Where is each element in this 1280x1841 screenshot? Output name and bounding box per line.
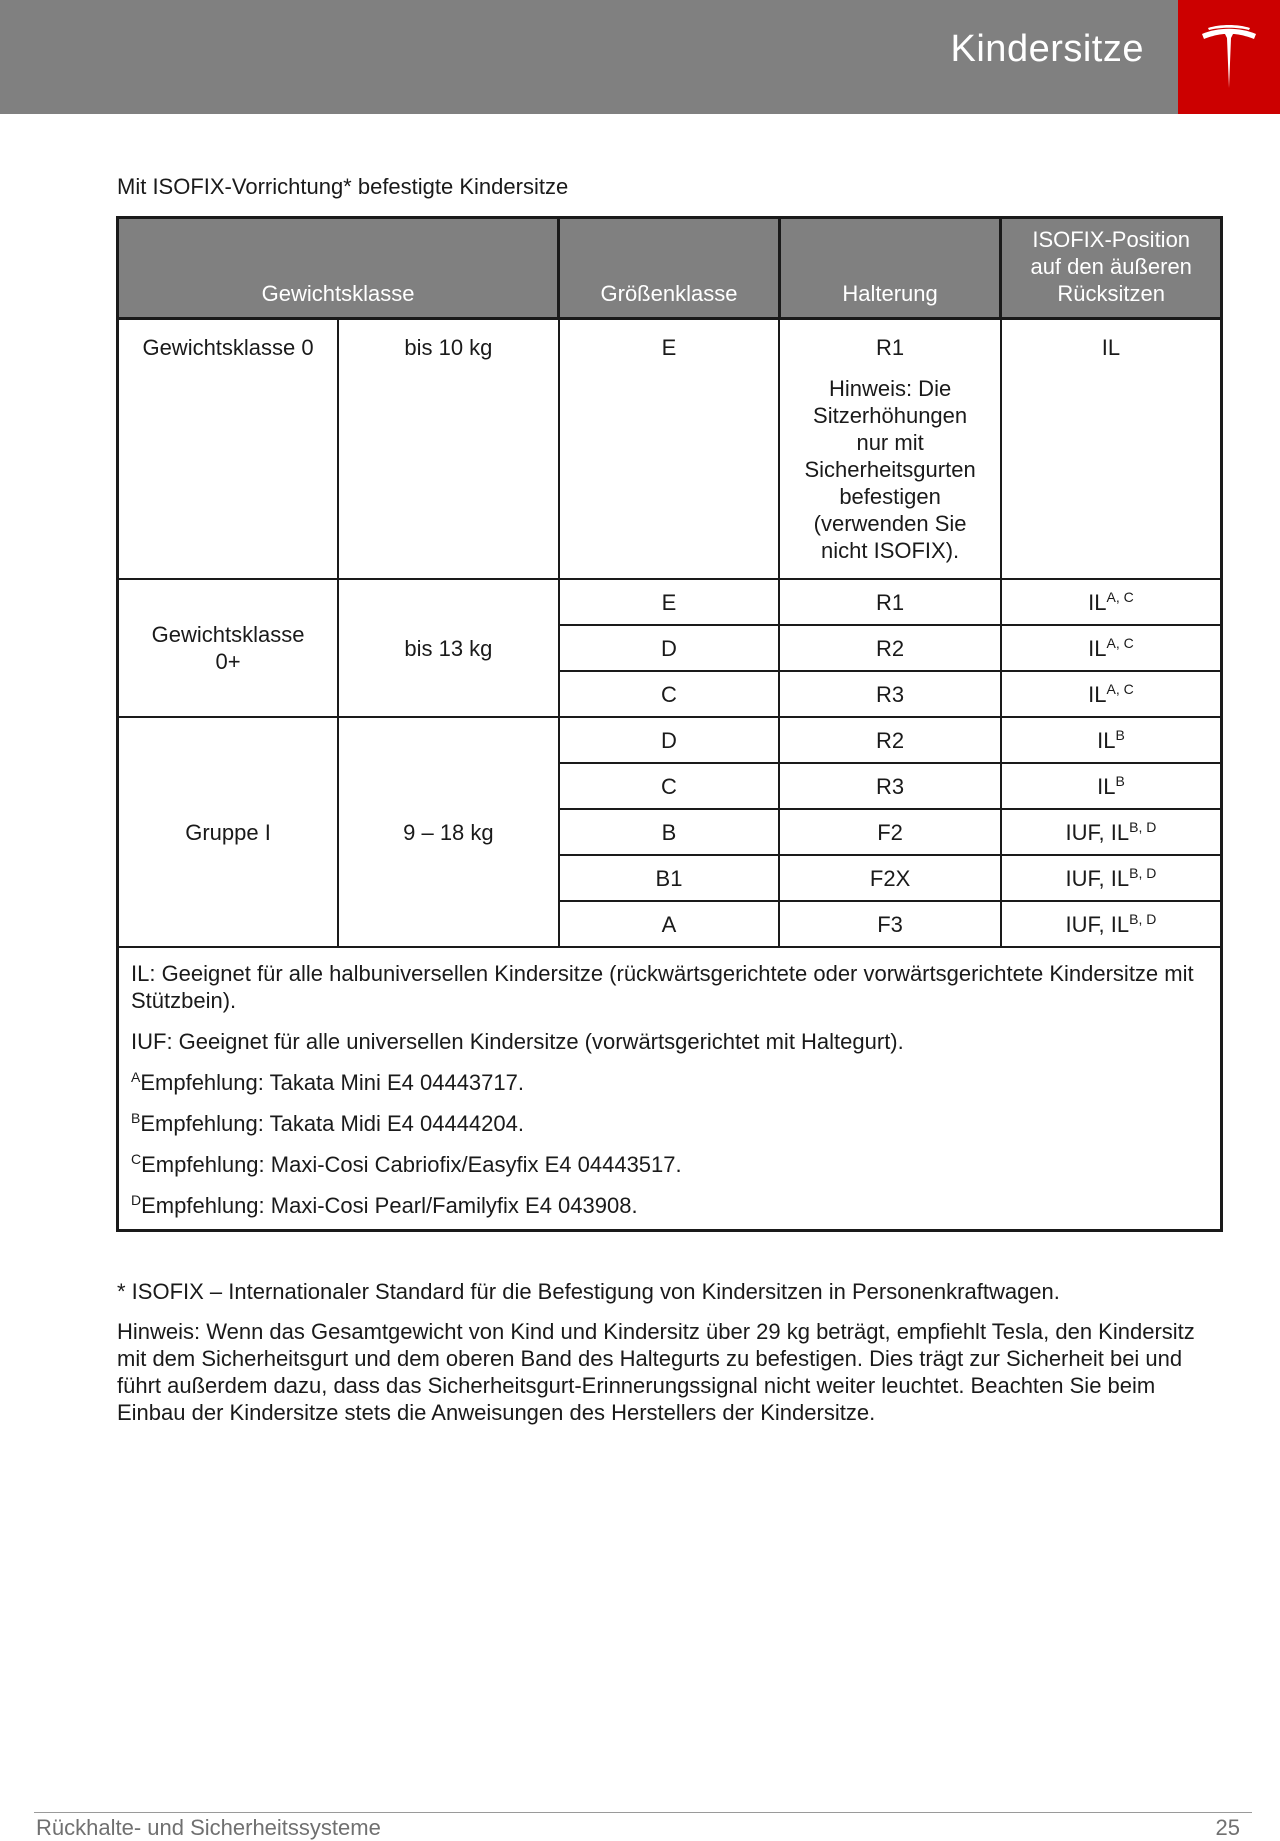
weight-class-cell: Gewichtsklasse 0+ <box>118 579 339 717</box>
weight-cell: bis 10 kg <box>338 319 559 580</box>
mounting-note: Hinweis: Die Sitzerhöhungen nur mit Sicherheitsgurten befestigen (verwenden Sie nicht ISOFIX). <box>804 376 976 563</box>
weight-class-cell: Gewichtsklasse 0 <box>118 319 339 580</box>
footer-divider <box>34 1812 1252 1813</box>
position-cell: $IL^{A, C}$ <box>1001 625 1222 671</box>
size-cell: C <box>559 671 780 717</box>
mounting-cell: R1 <box>779 579 1001 625</box>
table-header-row <box>118 218 1222 319</box>
table-row <box>118 319 1222 580</box>
mounting-cell: R2 <box>779 625 1001 671</box>
mounting-cell: R2 <box>779 717 1001 763</box>
mounting-cell: R1 Hinweis: Die Sitzerhöhungen nur mit Sicherheitsgurten befestigen (verwenden Sie nicht ISOFIX). <box>779 319 1001 580</box>
mounting-cell: F2 <box>779 809 1001 855</box>
legend-d: $^D$Empfehlung: Maxi-Cosi Pearl/Familyfix E4 043908. <box>131 1192 638 1218</box>
size-cell: B1 <box>559 855 780 901</box>
isofix-table <box>116 216 1223 1232</box>
legend-a: $^A$Empfehlung: Takata Mini E4 04443717. <box>131 1069 524 1095</box>
position-cell: IUF, $IL^{B, D}$ <box>1001 855 1222 901</box>
size-cell: B <box>559 809 780 855</box>
page-header <box>0 0 1178 114</box>
table-row <box>118 717 1222 763</box>
legend-b: $^B$Empfehlung: Takata Midi E4 04444204. <box>131 1110 524 1136</box>
legend-il: IL: Geeignet für alle halbuniversellen Kindersitze (rückwärtsgerichtete oder vorwärtsgerichtete Kindersitze mit Stützbein). <box>131 961 1194 1013</box>
table-legend <box>118 947 1222 1231</box>
table-caption: Mit ISOFIX-Vorrichtung* befestigte Kindersitze <box>117 174 569 199</box>
page-number: 25 <box>1215 1815 1240 1840</box>
footnotes <box>117 1278 1227 1439</box>
position-cell: $IL^B$ <box>1001 763 1222 809</box>
header-weight-class: Gewichtsklasse <box>118 218 559 319</box>
position-cell: IL <box>1001 319 1222 580</box>
header-mounting: Halterung <box>779 218 1001 319</box>
position-cell: IUF, $IL^{B, D}$ <box>1001 901 1222 947</box>
weight-hint: Hinweis: Wenn das Gesamtgewicht von Kind und Kindersitz über 29 kg beträgt, empfiehlt Tesla, den Kindersitz mit dem Sicherheitsgurt und dem oberen Band des Haltegurts zu befestigen. Dies trägt zur Sicherheit bei und führt außerdem dazu, dass das Sicherheitsgurt-Erinnerungssignal nicht weiter leuchtet. Beachten Sie beim Einbau der Kindersitze stets die Anweisungen des Herstellers der Kindersitze. <box>117 1319 1195 1425</box>
weight-class-cell: Gruppe I <box>118 717 339 947</box>
header-isofix-position: ISOFIX-Position auf den äußeren Rücksitzen <box>1001 218 1222 319</box>
weight-cell: 9 – 18 kg <box>338 717 559 947</box>
size-cell: D <box>559 717 780 763</box>
header-size-class: Größenklasse <box>559 218 780 319</box>
mounting-cell: R3 <box>779 763 1001 809</box>
position-cell: $IL^{A, C}$ <box>1001 579 1222 625</box>
mounting-cell: R3 <box>779 671 1001 717</box>
legend-iuf: IUF: Geeignet für alle universellen Kindersitze (vorwärtsgerichtet mit Haltegurt). <box>131 1029 904 1054</box>
tesla-logo <box>1178 0 1280 114</box>
position-cell: $IL^{A, C}$ <box>1001 671 1222 717</box>
position-cell: IUF, $IL^{B, D}$ <box>1001 809 1222 855</box>
size-cell: A <box>559 901 780 947</box>
table-row <box>118 579 1222 625</box>
size-cell: C <box>559 763 780 809</box>
size-cell: D <box>559 625 780 671</box>
tesla-logo-icon <box>1200 24 1258 90</box>
isofix-footnote: * ISOFIX – Internationaler Standard für die Befestigung von Kindersitzen in Personenkraftwagen. <box>117 1279 1060 1304</box>
page-title: Kindersitze <box>950 28 1144 70</box>
weight-cell: bis 13 kg <box>338 579 559 717</box>
mounting-cell: F3 <box>779 901 1001 947</box>
size-cell: E <box>559 319 780 580</box>
footer-section: Rückhalte- und Sicherheitssysteme <box>36 1815 381 1840</box>
mounting-cell: F2X <box>779 855 1001 901</box>
legend-row <box>118 947 1222 1231</box>
position-cell: $IL^B$ <box>1001 717 1222 763</box>
size-cell: E <box>559 579 780 625</box>
legend-c: $^C$Empfehlung: Maxi-Cosi Cabriofix/Easyfix E4 04443517. <box>131 1151 682 1177</box>
